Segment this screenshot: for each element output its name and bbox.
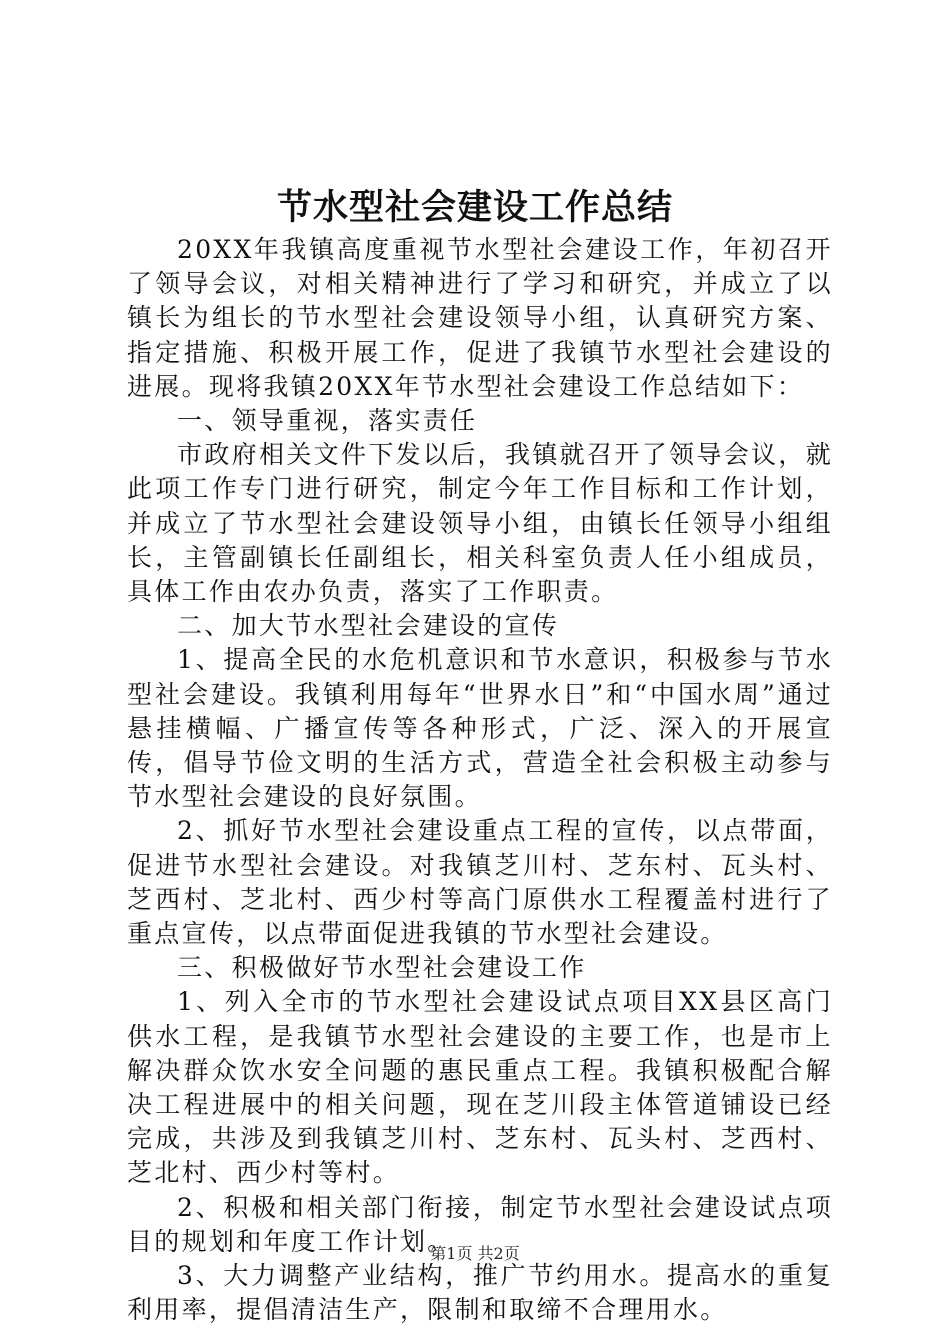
page-number: 第1页 共2页 bbox=[430, 1244, 520, 1263]
section-heading-1: 一、领导重视，落实责任 bbox=[177, 406, 478, 436]
section-2-item-2: 2、抓好节水型社会建设重点工程的宣传，以点带面，促进节水型社会建设。对我镇芝川村、芝东村、瓦头村、芝西村、芝北村、西少村等高门原供水工程覆盖村进行了重点宣传，以点带面促进我镇的节水型社会建设。 bbox=[127, 816, 833, 949]
document-title: 节水型社会建设工作总结 bbox=[276, 187, 673, 228]
section-2-item-1: 1、提高全民的水危机意识和节水意识，积极参与节水型社会建设。我镇利用每年“世界水日”和“中国水周”通过悬挂横幅、广播宣传等各种形式，广泛、深入的开展宣传，倡导节俭文明的生活方式，营造全社会积极主动参与节水型社会建设的良好氛围。 bbox=[127, 645, 833, 812]
section-heading-3: 三、积极做好节水型社会建设工作 bbox=[177, 953, 587, 983]
document-body bbox=[127, 233, 833, 1328]
section-3-item-1: 1、列入全市的节水型社会建设试点项目XX县区高门供水工程，是我镇节水型社会建设的主要工作，也是市上解决群众饮水安全问题的惠民重点工程。我镇积极配合解决工程进展中的相关问题，现在芝川段主体管道铺设已经完成，共涉及到我镇芝川村、芝东村、瓦头村、芝西村、芝北村、西少村等村。 bbox=[127, 987, 833, 1188]
section-3-item-2: 2、积极和相关部门衔接，制定节水型社会建设试点项目的规划和年度工作计划。 bbox=[127, 1192, 833, 1256]
section-1-paragraph: 市政府相关文件下发以后，我镇就召开了领导会议，就此项工作专门进行研究，制定今年工作目标和工作计划，并成立了节水型社会建设领导小组，由镇长任领导小组组长，主管副镇长任副组长，相关科室负责人任小组成员，具体工作由农办负责，落实了工作职责。 bbox=[127, 440, 833, 607]
section-3-item-3: 3、大力调整产业结构，推广节约用水。提高水的重复利用率，提倡清洁生产，限制和取缔不合理用水。 bbox=[127, 1261, 833, 1325]
intro-paragraph: 20XX年我镇高度重视节水型社会建设工作，年初召开了领导会议，对相关精神进行了学习和研究，并成立了以镇长为组长的节水型社会建设领导小组，认真研究方案、指定措施、积极开展工作，促进了我镇节水型社会建设的进展。现将我镇20XX年节水型社会建设工作总结如下： bbox=[127, 235, 833, 401]
section-heading-2: 二、加大节水型社会建设的宣传 bbox=[177, 611, 560, 641]
